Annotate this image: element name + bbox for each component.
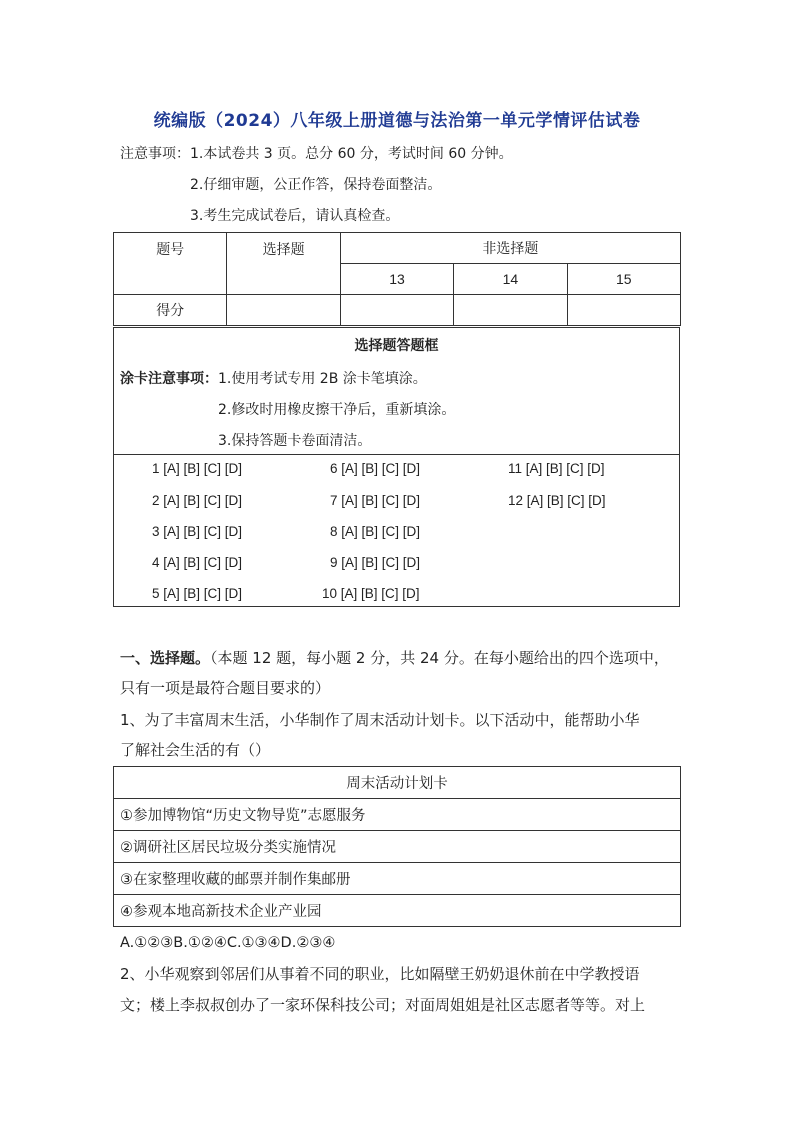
plan-item-4: ④参观本地高新技术企业产业园 bbox=[114, 895, 681, 927]
q2-line-2: 文；楼上李叔叔创办了一家环保科技公司；对面周姐姐是社区志愿者等等。对上 bbox=[120, 996, 646, 1014]
answer-option-1[interactable]: 1 [A] [B] [C] [D] bbox=[152, 461, 243, 476]
notes-prefix: 注意事项： bbox=[120, 146, 190, 162]
score-header-no: 题号 bbox=[114, 233, 227, 295]
answer-option-12[interactable]: 12 [A] [B] [C] [D] bbox=[508, 493, 606, 508]
notes-item-2: 2.仔细审题，公正作答，保持卷面整洁。 bbox=[190, 177, 442, 193]
page-title: 统编版（2024）八年级上册道德与法治第一单元学情评估试卷 bbox=[153, 111, 641, 131]
answer-option-4[interactable]: 4 [A] [B] [C] [D] bbox=[152, 555, 243, 570]
answer-box-divider bbox=[114, 454, 679, 455]
score-cell-13[interactable] bbox=[340, 295, 453, 326]
answer-option-8[interactable]: 8 [A] [B] [C] [D] bbox=[330, 524, 421, 539]
answer-option-7[interactable]: 7 [A] [B] [C] [D] bbox=[330, 493, 421, 508]
answer-option-10[interactable]: 10 [A] [B] [C] [D] bbox=[322, 586, 420, 601]
answer-tips-line-1 bbox=[120, 368, 427, 388]
plan-card-table bbox=[113, 766, 681, 927]
notes-item-3: 3.考生完成试卷后，请认真检查。 bbox=[190, 208, 400, 224]
plan-item-2: ②调研社区居民垃圾分类实施情况 bbox=[114, 831, 681, 863]
section1-label: 一、选择题。 bbox=[120, 649, 211, 667]
answer-option-9[interactable]: 9 [A] [B] [C] [D] bbox=[330, 555, 421, 570]
notes-item-1: 1.本试卷共 3 页。总分 60 分，考试时间 60 分钟。 bbox=[190, 146, 513, 162]
score-header-choice: 选择题 bbox=[227, 233, 340, 295]
score-table bbox=[113, 232, 681, 326]
section1-desc-1: （本题 12 题，每小题 2 分，共 24 分。在每小题给出的四个选项中， bbox=[210, 649, 669, 667]
q1-line-2: 了解社会生活的有（） bbox=[120, 741, 271, 759]
score-cell-15[interactable] bbox=[567, 295, 680, 326]
q2-line-1: 2、小华观察到邻居们从事着不同的职业，比如隔壁王奶奶退休前在中学教授语 bbox=[120, 965, 640, 983]
answer-option-6[interactable]: 6 [A] [B] [C] [D] bbox=[330, 461, 421, 476]
answer-tip-2: 2.修改时用橡皮擦干净后，重新填涂。 bbox=[218, 402, 456, 418]
score-label: 得分 bbox=[114, 295, 227, 326]
score-col-14: 14 bbox=[454, 264, 567, 295]
q1-choices: A.①②③B.①②④C.①③④D.②③④ bbox=[120, 935, 336, 951]
q1-line-1: 1、为了丰富周末生活，小华制作了周末活动计划卡。以下活动中，能帮助小华 bbox=[120, 711, 640, 729]
score-header-nonchoice: 非选择题 bbox=[340, 233, 680, 264]
answer-option-3[interactable]: 3 [A] [B] [C] [D] bbox=[152, 524, 243, 539]
section1-line-1 bbox=[120, 643, 669, 673]
score-cell-14[interactable] bbox=[454, 295, 567, 326]
plan-card-title: 周末活动计划卡 bbox=[114, 767, 681, 799]
answer-box bbox=[113, 327, 680, 607]
answer-box-title: 选择题答题框 bbox=[354, 338, 439, 354]
answer-option-2[interactable]: 2 [A] [B] [C] [D] bbox=[152, 493, 243, 508]
answer-tips-label: 涂卡注意事项： bbox=[120, 371, 218, 387]
answer-tip-3: 3.保持答题卡卷面清洁。 bbox=[218, 433, 372, 449]
notes-line-1 bbox=[120, 144, 513, 164]
plan-item-3: ③在家整理收藏的邮票并制作集邮册 bbox=[114, 863, 681, 895]
answer-option-5[interactable]: 5 [A] [B] [C] [D] bbox=[152, 586, 243, 601]
score-col-15: 15 bbox=[567, 264, 680, 295]
score-col-13: 13 bbox=[340, 264, 453, 295]
answer-tip-1: 1.使用考试专用 2B 涂卡笔填涂。 bbox=[218, 371, 427, 387]
answer-option-11[interactable]: 11 [A] [B] [C] [D] bbox=[508, 461, 605, 476]
section1-desc-2: 只有一项是最符合题目要求的） bbox=[120, 679, 331, 697]
plan-item-1: ①参加博物馆“历史文物导览”志愿服务 bbox=[114, 799, 681, 831]
score-cell-choice[interactable] bbox=[227, 295, 340, 326]
